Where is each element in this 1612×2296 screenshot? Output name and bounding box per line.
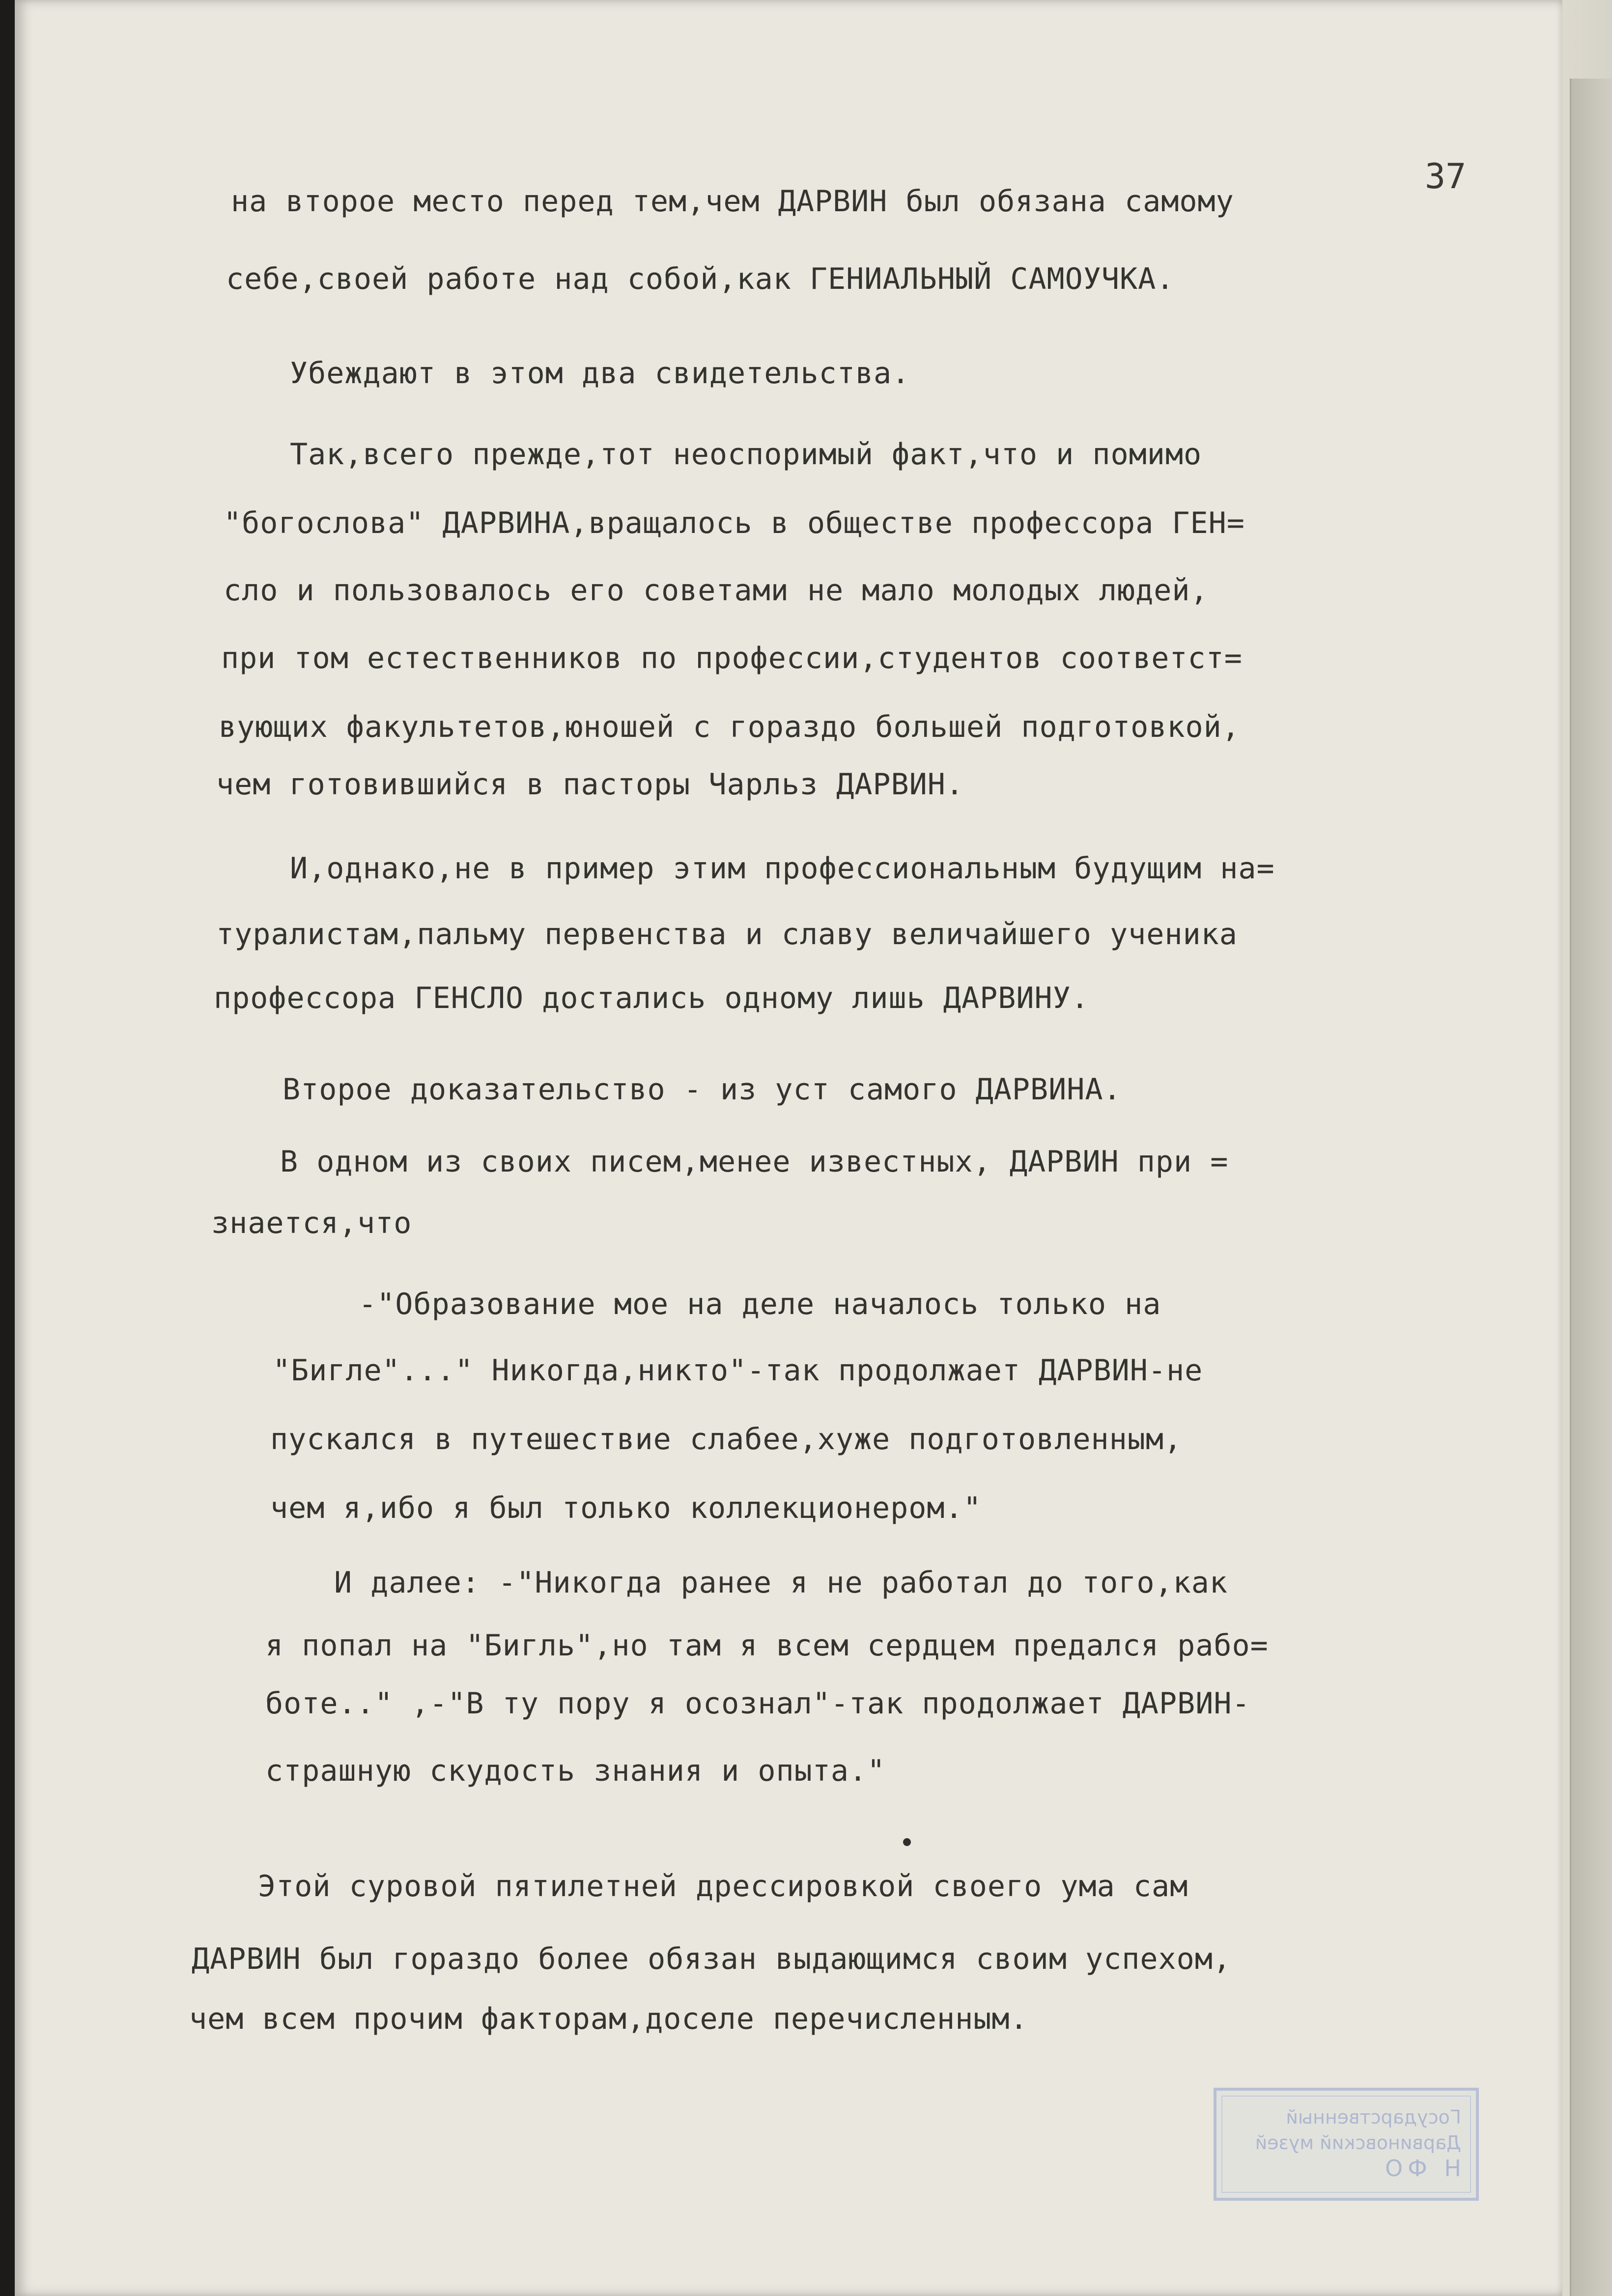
text-line: "Бигле"..." Никогда,никто"-так продолжает ДАРВИН-не [273,1353,1203,1388]
text-line: вующих факультетов,юношей с гораздо большей подготовкой, [219,710,1240,744]
text-line: при том естественников по профессии,студентов соответст= [221,641,1243,675]
text-line: я попал на "Бигль",но там я всем сердцем предался рабо= [265,1628,1269,1663]
stamp-text-mirrored [1216,2091,1476,2181]
text-line: профессора ГЕНСЛО достались одному лишь ДАРВИНУ. [214,981,1089,1015]
text-line: -"Образование мое на деле началось только на [359,1287,1161,1321]
text-line: "богослова" ДАРВИНА,вращалось в обществе профессора ГЕН= [224,506,1245,540]
text-line: туралистам,пальму первенства и славу величайшего ученика [216,917,1238,952]
text-line: боте.." ,-"В ту пору я осознал"-так продолжает ДАРВИН- [265,1686,1250,1721]
text-line: знается,что [211,1206,412,1240]
page-number: 37 [1425,156,1467,196]
text-line: чем готовившийся в пасторы Чарльз ДАРВИН. [216,767,964,802]
stamp-line-2: Дарвиновский музей [1255,2132,1461,2154]
text-line: Этой суровой пятилетней дрессировкой своего ума сам [258,1869,1188,1904]
text-line: И,однако,не в пример этим профессиональным будущим на= [290,851,1275,886]
text-line: Так,всего прежде,тот неоспоримый факт,что и помимо [290,437,1202,472]
text-line: ДАРВИН был гораздо более обязан выдающимся своим успехом, [192,1942,1232,1976]
text-line: чем всем прочим факторам,доселе перечисленным. [189,2002,1028,2036]
stamp-line-3: Н ФО [1380,2155,1461,2182]
text-line: чем я,ибо я был только коллекционером." [270,1491,982,1525]
text-line: на второе место перед тем,чем ДАРВИН был обязана самому [231,184,1234,219]
text-line: себе,своей работе над собой,как ГЕНИАЛЬНЫЙ САМОУЧКА. [226,262,1175,296]
text-line: пускался в путешествие слабее,хуже подготовленным, [270,1422,1183,1456]
stamp-line-1: Государственный [1286,2106,1461,2128]
ink-dot [903,1838,911,1846]
text-line: И далее: -"Никогда ранее я не работал до того,как [334,1566,1228,1600]
text-line: Второе доказательство - из уст самого ДАРВИНА. [283,1072,1122,1107]
underlying-sheet-edge [1570,79,1612,2296]
typewritten-page [15,0,1562,2296]
museum-stamp [1214,2088,1479,2201]
text-line: В одном из своих писем,менее известных, ДАРВИН при = [280,1145,1229,1179]
text-line: сло и пользовалось его советами не мало молодых людей, [224,573,1209,608]
text-line: Убеждают в этом два свидетельства. [290,356,910,391]
text-line: страшную скудость знания и опыта." [265,1754,886,1788]
